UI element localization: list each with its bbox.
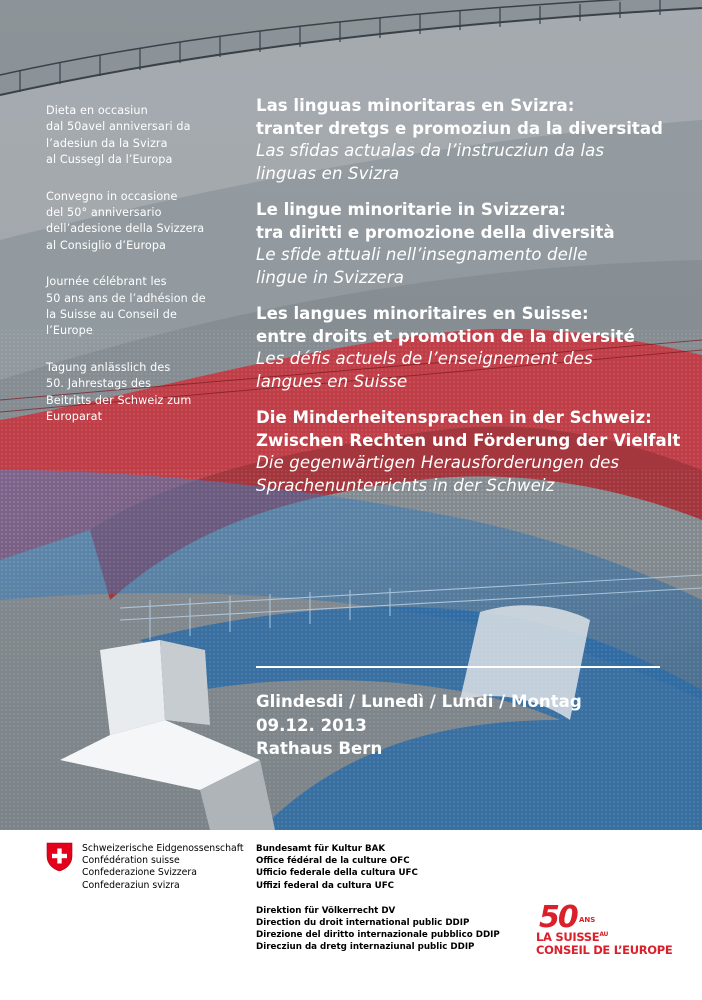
- logo-line1: LA $SUISSE^{AU}$: [536, 930, 609, 944]
- left-column: [46, 103, 221, 446]
- logo-ans: ANS: [579, 916, 596, 924]
- event-days: Glindesdi / Lunedì / Lundi / Montag: [256, 692, 582, 711]
- event-date: 09.12. 2013: [256, 715, 367, 735]
- event-place: Rathaus Bern: [256, 739, 383, 758]
- intro-french: Journée célébrant les 50 ans ans de l’adhésion de la Suisse au Conseil de l’Europe: [46, 275, 206, 338]
- confederation-french: Confédération suisse: [82, 855, 180, 867]
- council-of-europe-50-logo: [535, 900, 673, 960]
- office-culture-romansh: Uffizi federal da cultura UFC: [256, 880, 395, 891]
- subtitle-german: Die gegenwärtigen Herausforderungen des Sprachenunterrichts in der Schweiz: [256, 453, 620, 495]
- title-block-german: [256, 407, 686, 497]
- intro-romansh: Dieta en occasiun dal 50avel anniversari da l’adesiun da la Svizra al Cussegl da l’Europa: [46, 104, 191, 167]
- divider: [256, 666, 660, 668]
- confederation-german: Schweizerische Eidgenossenschaft: [82, 843, 244, 854]
- title-german: Die Minderheitensprachen in der Schweiz: Zwischen Rechten und Förderung der Vielfalt: [256, 408, 681, 450]
- office-culture-german: Bundesamt für Kultur BAK: [256, 844, 386, 854]
- logo-line2: CONSEIL DE L’EUROPE: [536, 943, 673, 957]
- titles: [256, 95, 686, 511]
- office-culture-french: Office fédéral de la culture OFC: [256, 856, 410, 867]
- intro-italian: Convegno in occasione del 50° anniversario dell’adesione della Svizzera al Consiglio d’Europa: [46, 189, 205, 252]
- office-culture-italian: Ufficio federale della cultura UFC: [256, 868, 418, 879]
- logo-number: 50: [539, 900, 577, 935]
- subtitle-french: Les défis actuels de l’enseignement des langues en Suisse: [256, 349, 593, 391]
- title-french: Les langues minoritaires en Suisse: entre droits et promotion de la diversité: [256, 304, 635, 346]
- title-block-italian: [256, 199, 686, 289]
- subtitle-italian: Le sfide attuali nell’insegnamento delle lingue in Svizzera: [256, 245, 588, 287]
- office-law-french: Direction du droit international public DDIP: [256, 918, 470, 929]
- title-romansh: Las linguas minoritaras en Svizra: tranter dretgs e promoziun da la diversitad: [256, 96, 663, 138]
- title-italian: Le lingue minoritarie in Svizzera: tra diritti e promozione della diversità: [256, 200, 615, 242]
- intro-german: Tagung anlässlich des 50. Jahrestags des Beitritts der Schweiz zum Europarat: [46, 360, 192, 424]
- office-law-german: Direktion für Völkerrecht DV: [256, 905, 396, 916]
- confederation-italian: Confederazione Svizzera: [82, 867, 197, 879]
- confederation-romansh: Confederaziun svizra: [82, 879, 180, 891]
- confederation-names: [82, 843, 244, 892]
- swiss-shield-icon: [46, 842, 73, 872]
- office-law-romansh: Direcziun da dretg internaziunal public DDIP: [256, 942, 475, 953]
- offices: [256, 843, 500, 954]
- subtitle-romansh: Las sfidas actualas da l’instrucziun da las linguas en Svizra: [256, 141, 605, 183]
- office-law-italian: Direzione del diritto internazionale pubblico DDIP: [256, 930, 500, 941]
- title-block-french: [256, 303, 686, 393]
- event-info: [256, 690, 582, 761]
- title-block-romansh: [256, 95, 686, 185]
